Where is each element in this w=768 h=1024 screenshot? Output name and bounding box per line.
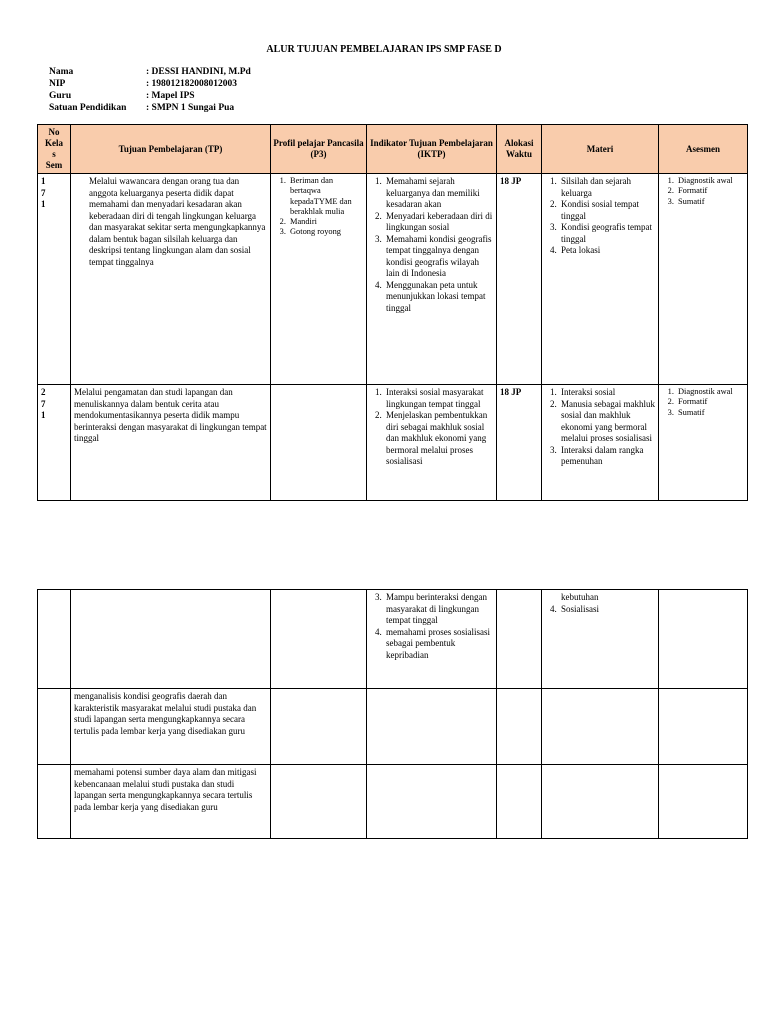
iktp-item: 1. Interaksi sosial masyarakat lingkungan tempat tinggal	[384, 387, 493, 410]
iktp-item: 3. Mampu berinteraksi dengan masyarakat di lingkungan tempat tinggal	[384, 592, 493, 627]
iktp-item: 4. Menggunakan peta untuk menunjukkan lokasi tempat tinggal	[384, 280, 493, 315]
header-tp: Tujuan Pembelajaran (TP)	[71, 125, 271, 174]
iktp-item: 2. Menyadari keberadaan diri di lingkungan sosial	[384, 211, 493, 234]
info-key: Nama	[49, 67, 74, 77]
tp-cell: Melalui wawancara dengan orang tua dan anggota keluarganya peserta didik dapat memahami dan menyadari kesadaran akan keberadaan diri di tengah lingkungan keluarga dan masyarakat sekitar serta mengungkapkannya dalam bentuk bagan silsilah keluarga dan deskripsi tentang lingkungan alam dan sosial tempat tinggalnya	[71, 174, 271, 385]
tp-cell: Melalui pengamatan dan studi lapangan dan menuliskannya dalam bentuk cerita atau mendokumentasikannya peserta didik mampu berinteraksi dengan masyarakat di lingkungan tempat tinggal	[71, 385, 271, 501]
header-alokasi: Alokasi Waktu	[497, 125, 542, 174]
iktp-item: 4. memahami proses sosialisasi sebagai pembentuk kepribadian	[384, 627, 493, 662]
materi-item: 1. Interaksi sosial	[559, 387, 655, 399]
asesmen-item: 1. Diagnostik awal	[676, 176, 744, 186]
info-row-guru	[49, 90, 251, 102]
materi-item: 2. Manusia sebagai makhluk sosial dan makhluk ekonomi yang bermoral melalui proses sosialisasi	[559, 399, 655, 445]
info-row-school	[49, 102, 251, 114]
asesmen-item: 2. Formatif	[676, 186, 744, 196]
asesmen-cell	[659, 385, 748, 501]
alokasi-cell: 18 JP	[497, 385, 542, 501]
materi-item: 3. Interaksi dalam rangka pemenuhan	[559, 445, 655, 468]
info-value: : 198012182008012003	[146, 79, 238, 89]
row-number-line: 7	[41, 398, 46, 409]
table-row	[38, 765, 748, 839]
iktp-item: 1. Memahami sejarah keluarganya dan memiliki kesadaran akan	[384, 176, 493, 211]
table-row	[38, 689, 748, 765]
p3-cell	[271, 765, 367, 839]
materi-item: 2. Kondisi sosial tempat tinggal	[559, 199, 655, 222]
materi-item: 4. Peta lokasi	[559, 245, 655, 257]
tp-cell	[71, 590, 271, 689]
row-number	[38, 174, 71, 385]
p3-item: 2. Mandiri	[288, 217, 363, 227]
asesmen-item: 1. Diagnostik awal	[676, 387, 744, 397]
materi-cell	[542, 765, 659, 839]
tp-cell: menganalisis kondisi geografis daerah dan karakteristik masyarakat melalui studi pustaka dan studi lapangan serta mengungkapkannya secara tertulis pada lembar kerja yang disediakan guru	[71, 689, 271, 765]
header-asesmen: Asesmen	[659, 125, 748, 174]
header-no-line: s	[52, 149, 56, 159]
alokasi-cell	[497, 689, 542, 765]
materi-cell	[542, 385, 659, 501]
header-materi: Materi	[542, 125, 659, 174]
iktp-item: 3. Memahami kondisi geografis tempat tinggalnya dengan kondisi geografis wilayah lain di Indonesia	[384, 234, 493, 280]
header-no-line: No	[48, 127, 60, 137]
asesmen-item: 2. Formatif	[676, 397, 744, 407]
materi-item: 1. Silsilah dan sejarah keluarga	[559, 176, 655, 199]
iktp-item: 2. Menjelaskan pembentukkan diri sebagai makhluk sosial dan makhluk ekonomi yang bermoral melalui proses sosialisasi	[384, 410, 493, 468]
p3-cell	[271, 385, 367, 501]
asesmen-item: 3. Sumatif	[676, 408, 744, 418]
learning-goals-table	[37, 124, 748, 501]
row-number-line: 1	[41, 176, 46, 186]
alokasi-cell: 18 JP	[497, 174, 542, 385]
asesmen-cell	[659, 590, 748, 689]
row-number	[38, 689, 71, 765]
table-row	[38, 174, 748, 385]
row-number	[38, 590, 71, 689]
teacher-info	[49, 66, 251, 114]
asesmen-cell	[659, 689, 748, 765]
p3-item: 1. Beriman dan bertaqwa kepadaTYME dan berakhlak mulia	[288, 176, 363, 217]
materi-cell	[542, 590, 659, 689]
row-number	[38, 385, 71, 501]
materi-item: 4. Sosialisasi	[559, 604, 655, 616]
iktp-cell	[367, 765, 497, 839]
table-row	[38, 385, 748, 501]
header-iktp: Indikator Tujuan Pembelajaran (IKTP)	[367, 125, 497, 174]
row-number-line: 2	[41, 387, 46, 397]
materi-item: 3. Kondisi geografis tempat tinggal	[559, 222, 655, 245]
header-row	[38, 125, 748, 174]
learning-goals-table-continued	[37, 589, 748, 839]
info-value: : SMPN 1 Sungai Pua	[146, 103, 235, 113]
asesmen-cell	[659, 174, 748, 385]
row-number-line: 7	[41, 187, 46, 198]
document-title: ALUR TUJUAN PEMBELAJARAN IPS SMP FASE D	[266, 44, 502, 55]
info-row-nip	[49, 78, 251, 90]
iktp-cell	[367, 174, 497, 385]
p3-item: 3. Gotong royong	[288, 227, 363, 237]
row-number-line: 1	[41, 410, 46, 420]
info-row-name	[49, 66, 251, 78]
alokasi-cell	[497, 765, 542, 839]
p3-cell	[271, 689, 367, 765]
tp-cell: memahami potensi sumber daya alam dan mitigasi kebencanaan melalui studi pustaka dan studi lapangan serta mengungkapkannya secara tertulis pada lembar kerja yang disediakan guru	[71, 765, 271, 839]
header-no	[38, 125, 71, 174]
header-no-line: Kela	[45, 138, 63, 148]
info-value: : DESSI HANDINI, M.Pd	[146, 67, 251, 77]
iktp-cell	[367, 385, 497, 501]
row-number-line: 1	[41, 199, 46, 209]
header-p3: Profil pelajar Pancasila (P3)	[271, 125, 367, 174]
iktp-cell	[367, 689, 497, 765]
info-key: NIP	[49, 79, 66, 89]
info-value: : Mapel IPS	[146, 91, 195, 101]
header-no-line: Sem	[45, 160, 63, 170]
row-number	[38, 765, 71, 839]
info-key: Guru	[49, 91, 72, 101]
asesmen-item: 3. Sumatif	[676, 197, 744, 207]
p3-cell	[271, 174, 367, 385]
materi-cell	[542, 689, 659, 765]
asesmen-cell	[659, 765, 748, 839]
table-row	[38, 590, 748, 689]
materi-cell	[542, 174, 659, 385]
info-key: Satuan Pendidikan	[49, 103, 127, 113]
iktp-cell	[367, 590, 497, 689]
alokasi-cell	[497, 590, 542, 689]
materi-continued-text: kebutuhan	[561, 592, 599, 602]
p3-cell	[271, 590, 367, 689]
